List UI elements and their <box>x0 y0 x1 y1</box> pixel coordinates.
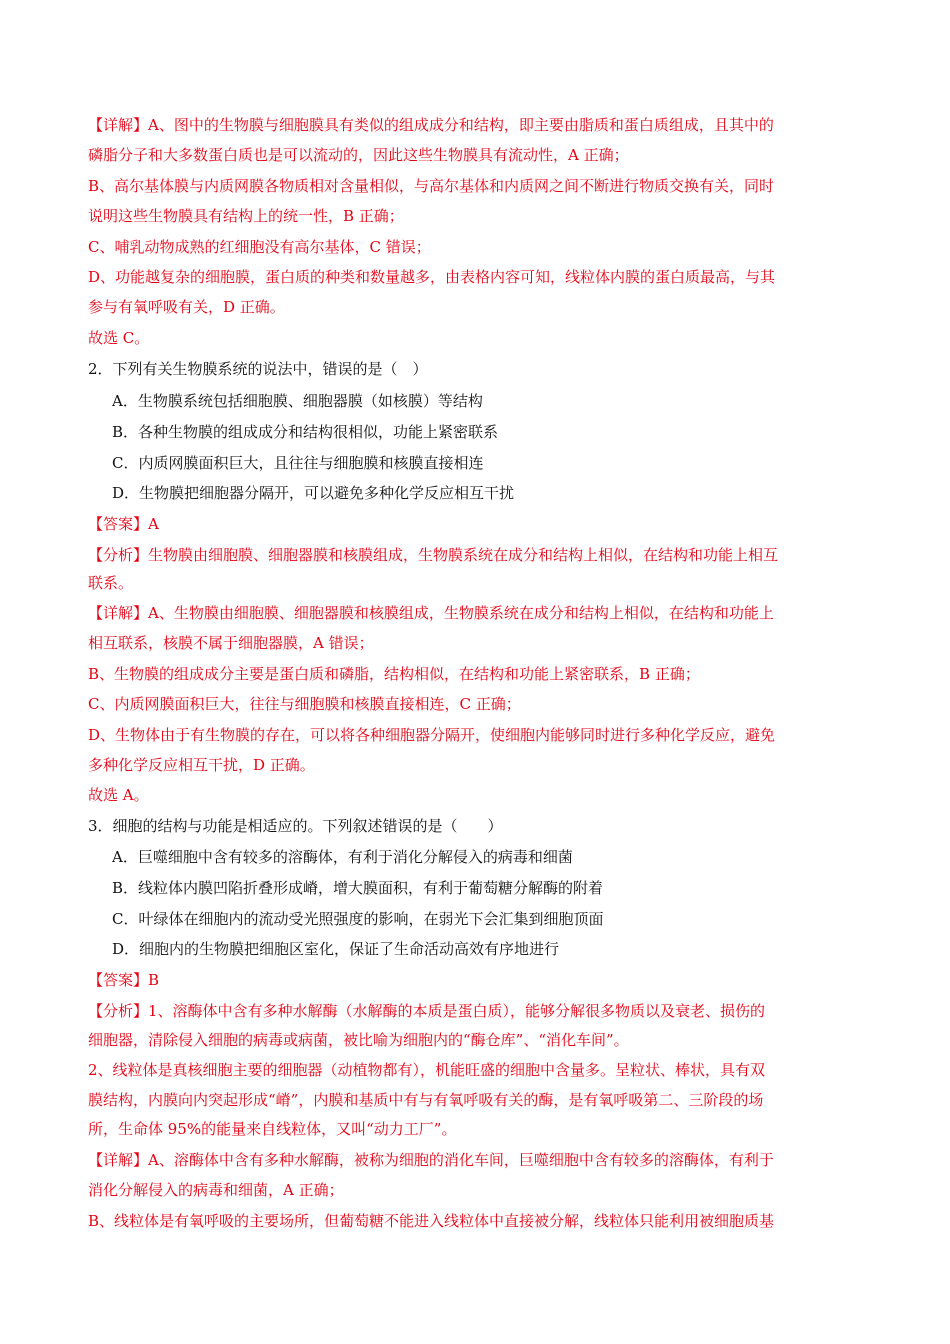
q3-analysis-line-5: 所，生命体 95%的能量来自线粒体，又叫“动力工厂”。 <box>88 1120 457 1138</box>
q2-detail-line-3: B、生物膜的组成成分主要是蛋白质和磷脂，结构相似，在结构和功能上紧密联系，B 正确； <box>88 665 700 683</box>
q1-detail-line-4: 说明这些生物膜具有结构上的统一性，B 正确； <box>88 207 404 225</box>
q3-analysis-line-4: 膜结构，内膜向内突起形成“嵴”，内膜和基质中有与有氧呼吸有关的酶，是有氧呼吸第二、三阶段的场 <box>88 1091 764 1109</box>
q2-analysis-line-1: 【分析】生物膜由细胞膜、细胞器膜和核膜组成，生物膜系统在成分和结构上相似，在结构和功能上相互 <box>88 546 779 564</box>
q2-detail-line-5: D、生物体由于有生物膜的存在，可以将各种细胞器分隔开，使细胞内能够同时进行多种化学反应，避免 <box>88 726 776 744</box>
q1-detail-line-1: 【详解】A、图中的生物膜与细胞膜具有类似的组成成分和结构，即主要由脂质和蛋白质组成，且其中的 <box>88 116 774 134</box>
q2-answer: 【答案】A <box>88 515 159 533</box>
q1-detail-line-6: D、功能越复杂的细胞膜，蛋白质的种类和数量越多，由表格内容可知，线粒体内膜的蛋白质最高，与其 <box>88 268 776 286</box>
q2-detail-line-1: 【详解】A、生物膜由细胞膜、细胞器膜和核膜组成，生物膜系统在成分和结构上相似，在结构和功能上 <box>88 604 774 622</box>
q3-option-c: C．叶绿体在细胞内的流动受光照强度的影响，在弱光下会汇集到细胞顶面 <box>112 910 604 928</box>
q3-answer: 【答案】B <box>88 971 160 989</box>
q3-analysis-line-1: 【分析】1、溶酶体中含有多种水解酶（水解酶的本质是蛋白质），能够分解很多物质以及衰老、损伤的 <box>88 1002 766 1020</box>
q3-detail-line-2: 消化分解侵入的病毒和细菌，A 正确； <box>88 1181 344 1199</box>
q2-detail-line-2: 相互联系，核膜不属于细胞器膜，A 错误； <box>88 634 374 652</box>
q2-option-b: B．各种生物膜的组成成分和结构很相似，功能上紧密联系 <box>112 423 499 441</box>
q3-stem: 3．细胞的结构与功能是相适应的。下列叙述错误的是（ ） <box>88 817 503 835</box>
q1-detail-line-5: C、哺乳动物成熟的红细胞没有高尔基体，C 错误； <box>88 238 431 256</box>
q2-conclusion: 故选 A。 <box>88 786 149 804</box>
q3-analysis-line-3: 2、线粒体是真核细胞主要的细胞器（动植物都有），机能旺盛的细胞中含量多。呈粒状、棒状，具有双 <box>88 1061 766 1079</box>
q2-stem: 2．下列有关生物膜系统的说法中，错误的是（ ） <box>88 360 428 378</box>
q1-detail-line-7: 参与有氧呼吸有关，D 正确。 <box>88 298 285 316</box>
q1-detail-line-3: B、高尔基体膜与内质网膜各物质相对含量相似，与高尔基体和内质网之间不断进行物质交换有关，同时 <box>88 177 775 195</box>
q3-option-d: D．细胞内的生物膜把细胞区室化，保证了生命活动高效有序地进行 <box>112 940 560 958</box>
q2-option-a: A．生物膜系统包括细胞膜、细胞器膜（如核膜）等结构 <box>112 392 483 410</box>
q1-detail-line-2: 磷脂分子和大多数蛋白质也是可以流动的，因此这些生物膜具有流动性，A 正确； <box>88 146 629 164</box>
q3-analysis-line-2: 细胞器，清除侵入细胞的病毒或病菌，被比喻为细胞内的“酶仓库”、“消化车间”。 <box>88 1031 629 1049</box>
q1-conclusion: 故选 C。 <box>88 329 150 347</box>
q2-analysis-line-2: 联系。 <box>88 574 134 592</box>
q3-option-b: B．线粒体内膜凹陷折叠形成嵴，增大膜面积，有利于葡萄糖分解酶的附着 <box>112 879 604 897</box>
q3-detail-line-3: B、线粒体是有氧呼吸的主要场所，但葡萄糖不能进入线粒体中直接被分解，线粒体只能利用被细胞质基 <box>88 1212 775 1230</box>
q2-detail-line-4: C、内质网膜面积巨大，往往与细胞膜和核膜直接相连，C 正确； <box>88 695 521 713</box>
q2-option-c: C．内质网膜面积巨大，且往往与细胞膜和核膜直接相连 <box>112 454 484 472</box>
q3-detail-line-1: 【详解】A、溶酶体中含有多种水解酶，被称为细胞的消化车间，巨噬细胞中含有较多的溶酶体，有利于 <box>88 1151 774 1169</box>
q3-option-a: A．巨噬细胞中含有较多的溶酶体，有利于消化分解侵入的病毒和细菌 <box>112 848 573 866</box>
q2-detail-line-6: 多种化学反应相互干扰，D 正确。 <box>88 756 315 774</box>
q2-option-d: D．生物膜把细胞器分隔开，可以避免多种化学反应相互干扰 <box>112 484 515 502</box>
